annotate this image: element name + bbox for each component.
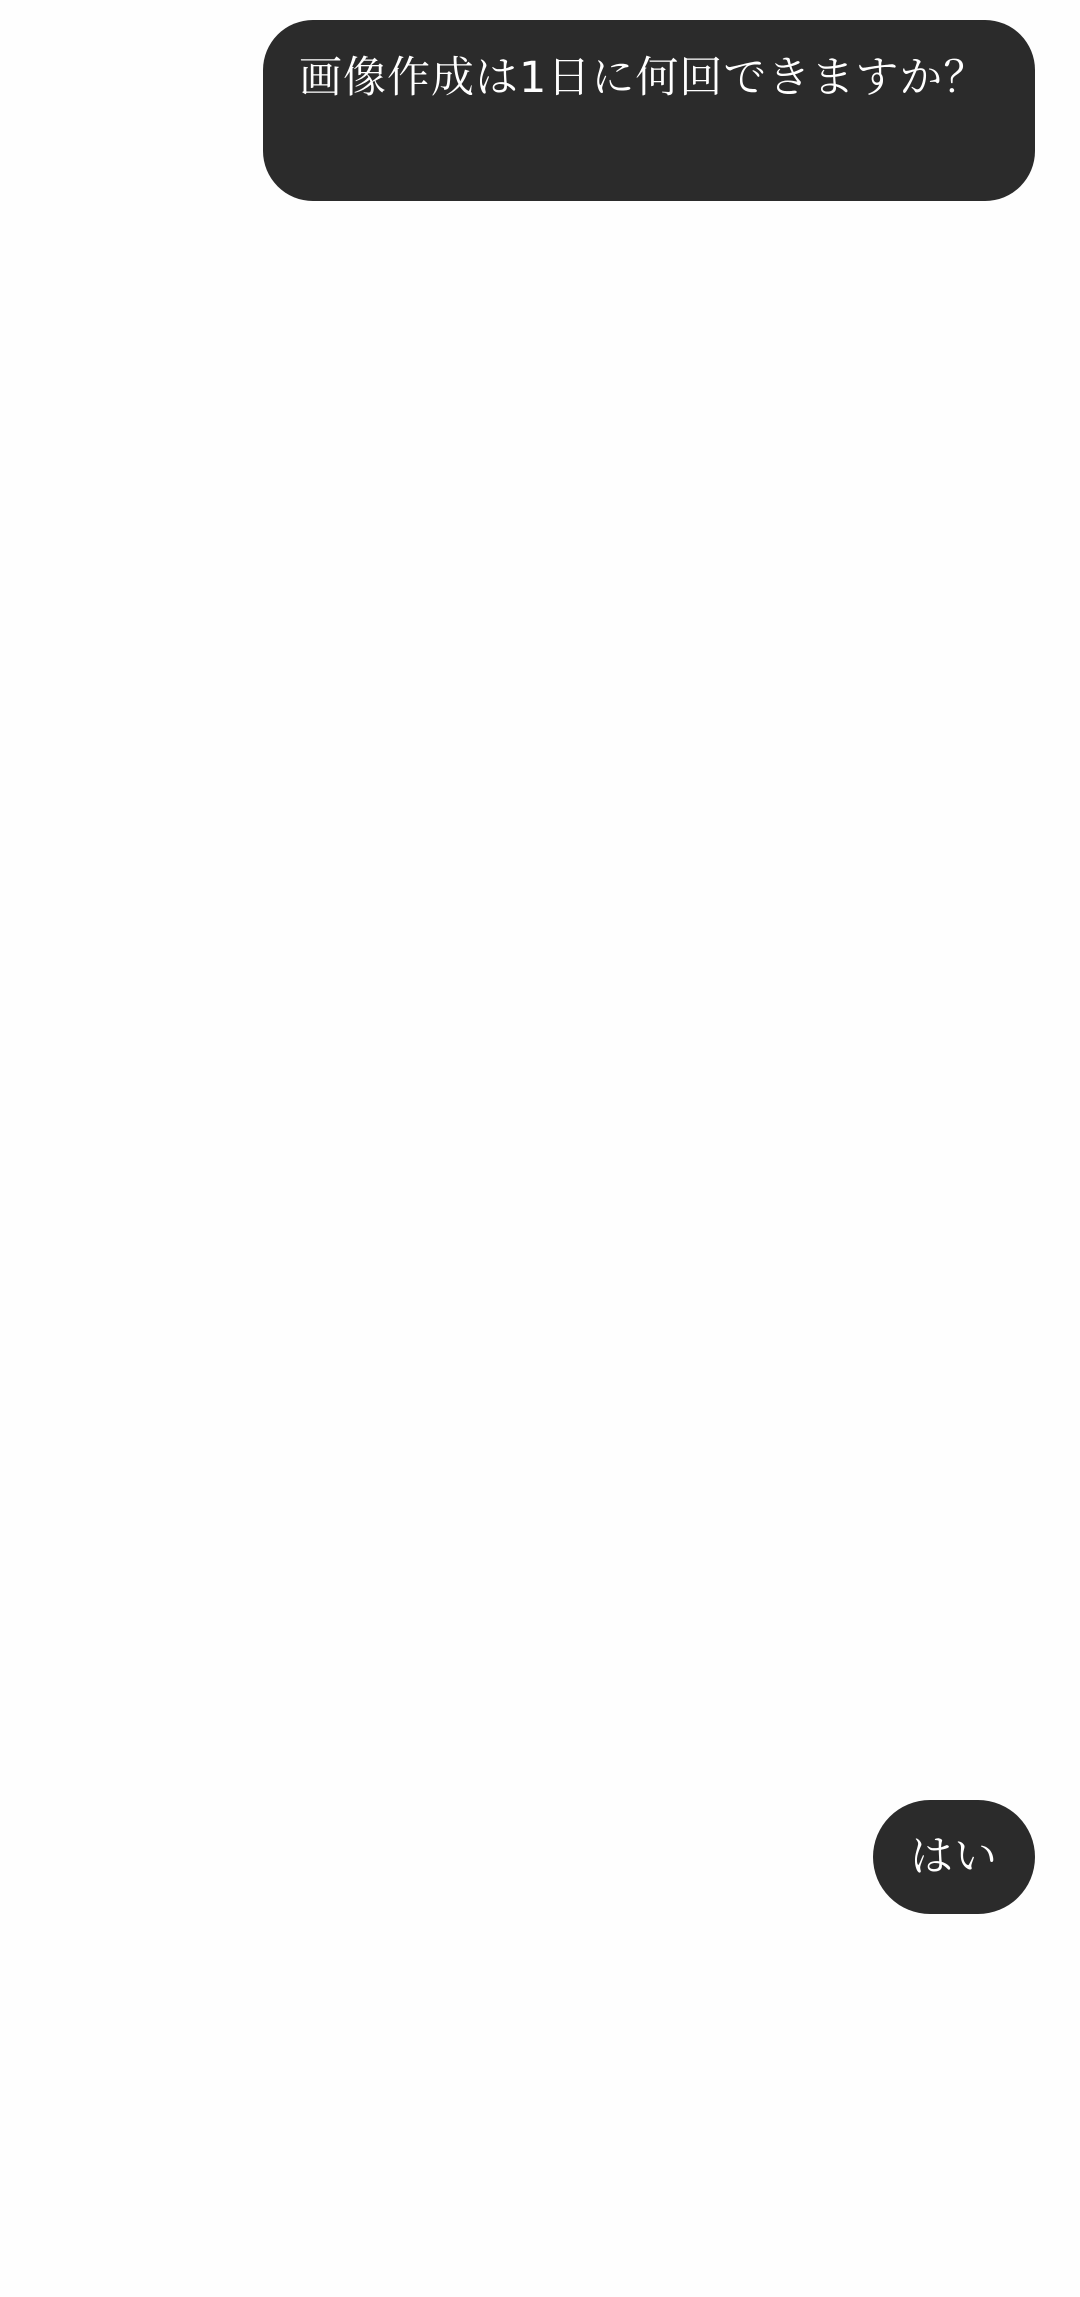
user-message-text: 画像作成は1日に何回できますか？ bbox=[299, 53, 988, 103]
user-message-bubble[interactable] bbox=[873, 1800, 1035, 1914]
user-message-text: はい bbox=[910, 1832, 998, 1882]
user-message-bubble[interactable] bbox=[263, 20, 1035, 201]
